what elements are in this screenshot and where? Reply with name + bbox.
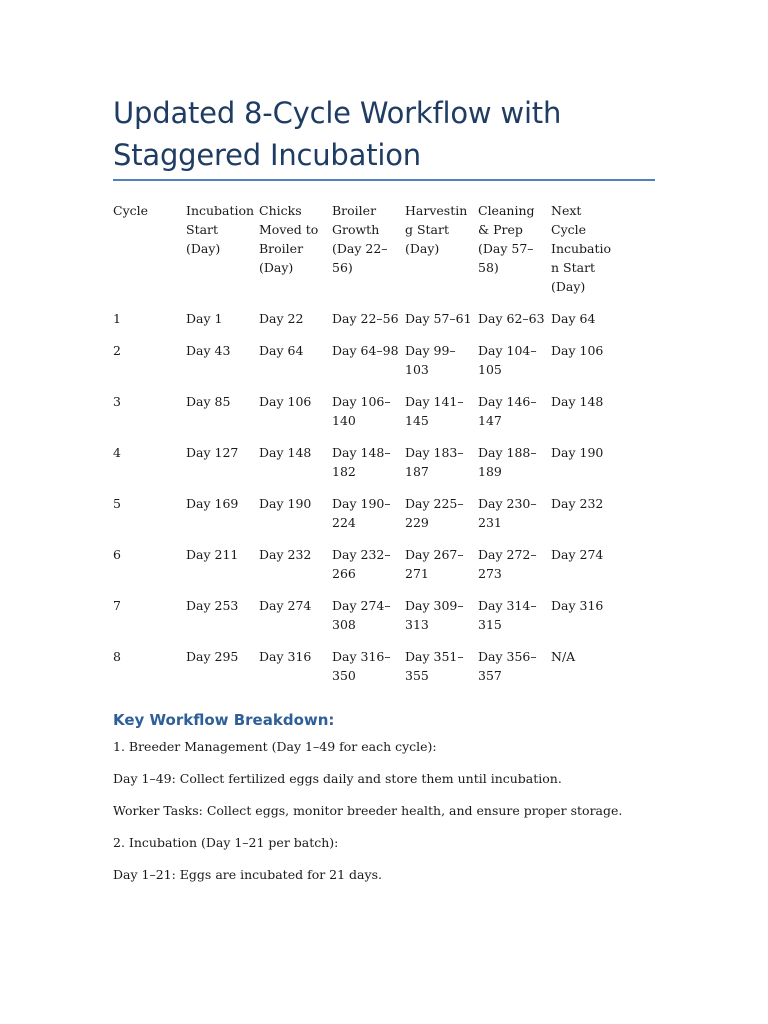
header-next-cycle: Next Cycle Incubation Start (Day): [551, 203, 612, 294]
cell-next-cycle: Day 316: [551, 598, 604, 613]
cell-chicks-moved: Day 22: [259, 311, 304, 326]
table-row: [113, 545, 623, 596]
cell-cycle: 1: [113, 311, 121, 326]
cell-next-cycle: N/A: [551, 649, 576, 664]
cell-cleaning-prep: Day 188–189: [478, 445, 537, 479]
cell-cleaning-prep: Day 62–63: [478, 311, 545, 326]
paragraph-breeder-management: 1. Breeder Management (Day 1–49 for each cycle):: [113, 739, 437, 754]
cell-incubation-start: Day 253: [186, 598, 239, 613]
table-row: [113, 309, 623, 341]
cell-cycle: 2: [113, 343, 121, 358]
cell-next-cycle: Day 106: [551, 343, 604, 358]
title-rule: [113, 179, 655, 181]
table-row: [113, 596, 623, 647]
cell-incubation-start: Day 1: [186, 311, 223, 326]
cell-chicks-moved: Day 232: [259, 547, 312, 562]
cell-cleaning-prep: Day 104–105: [478, 343, 537, 377]
paragraph-collect-eggs: Day 1–49: Collect fertilized eggs daily and store them until incubation.: [113, 771, 562, 786]
header-cycle: Cycle: [113, 203, 149, 218]
cell-broiler-growth: Day 190–224: [332, 496, 391, 530]
cell-broiler-growth: Day 274–308: [332, 598, 391, 632]
header-broiler-growth: Broiler Growth (Day 22–56): [332, 203, 388, 275]
paragraph-worker-tasks: Worker Tasks: Collect eggs, monitor breeder health, and ensure proper storage.: [113, 803, 623, 818]
cell-harvesting-start: Day 57–61: [405, 311, 472, 326]
cell-harvesting-start: Day 99–103: [405, 343, 456, 377]
cell-next-cycle: Day 274: [551, 547, 604, 562]
paragraph-incubated-days: Day 1–21: Eggs are incubated for 21 days.: [113, 867, 382, 882]
cell-chicks-moved: Day 316: [259, 649, 312, 664]
cell-harvesting-start: Day 267–271: [405, 547, 464, 581]
cell-cleaning-prep: Day 272–273: [478, 547, 537, 581]
page-title: Updated 8-Cycle Workflow with Staggered Incubation: [113, 96, 562, 172]
cell-next-cycle: Day 190: [551, 445, 604, 460]
header-chicks-moved: Chicks Moved to Broiler (Day): [259, 203, 319, 275]
cell-cycle: 3: [113, 394, 121, 409]
cell-broiler-growth: Day 64–98: [332, 343, 399, 358]
cell-harvesting-start: Day 183–187: [405, 445, 464, 479]
table-row: [113, 443, 623, 494]
cell-next-cycle: Day 148: [551, 394, 604, 409]
cell-broiler-growth: Day 22–56: [332, 311, 399, 326]
cell-chicks-moved: Day 106: [259, 394, 312, 409]
cell-broiler-growth: Day 106–140: [332, 394, 391, 428]
cell-cleaning-prep: Day 146–147: [478, 394, 537, 428]
cell-next-cycle: Day 232: [551, 496, 604, 511]
table-row: [113, 392, 623, 443]
cell-cleaning-prep: Day 314–315: [478, 598, 537, 632]
table-header-row: [113, 201, 623, 309]
cell-cycle: 4: [113, 445, 121, 460]
cell-chicks-moved: Day 274: [259, 598, 312, 613]
cell-broiler-growth: Day 232–266: [332, 547, 391, 581]
cell-cleaning-prep: Day 230–231: [478, 496, 537, 530]
cell-cycle: 5: [113, 496, 121, 511]
workflow-table: [113, 201, 623, 698]
cell-harvesting-start: Day 225–229: [405, 496, 464, 530]
cell-cycle: 8: [113, 649, 121, 664]
cell-incubation-start: Day 211: [186, 547, 239, 562]
table-row: [113, 647, 623, 698]
cell-harvesting-start: Day 141–145: [405, 394, 464, 428]
cell-incubation-start: Day 85: [186, 394, 231, 409]
cell-incubation-start: Day 127: [186, 445, 239, 460]
section-heading: Key Workflow Breakdown:: [113, 711, 335, 729]
paragraph-incubation: 2. Incubation (Day 1–21 per batch):: [113, 835, 339, 850]
cell-harvesting-start: Day 351–355: [405, 649, 464, 683]
cell-cleaning-prep: Day 356–357: [478, 649, 537, 683]
table-row: [113, 494, 623, 545]
cell-cycle: 7: [113, 598, 121, 613]
cell-chicks-moved: Day 190: [259, 496, 312, 511]
header-harvesting-start: Harvesting Start (Day): [405, 203, 468, 256]
cell-incubation-start: Day 295: [186, 649, 239, 664]
cell-incubation-start: Day 169: [186, 496, 239, 511]
cell-chicks-moved: Day 64: [259, 343, 304, 358]
header-incubation-start: Incubation Start (Day): [186, 203, 255, 256]
cell-chicks-moved: Day 148: [259, 445, 312, 460]
table-row: [113, 341, 623, 392]
cell-incubation-start: Day 43: [186, 343, 231, 358]
header-cleaning-prep: Cleaning & Prep (Day 57–58): [478, 203, 535, 275]
cell-harvesting-start: Day 309–313: [405, 598, 464, 632]
cell-next-cycle: Day 64: [551, 311, 596, 326]
cell-broiler-growth: Day 316–350: [332, 649, 391, 683]
cell-cycle: 6: [113, 547, 121, 562]
cell-broiler-growth: Day 148–182: [332, 445, 391, 479]
